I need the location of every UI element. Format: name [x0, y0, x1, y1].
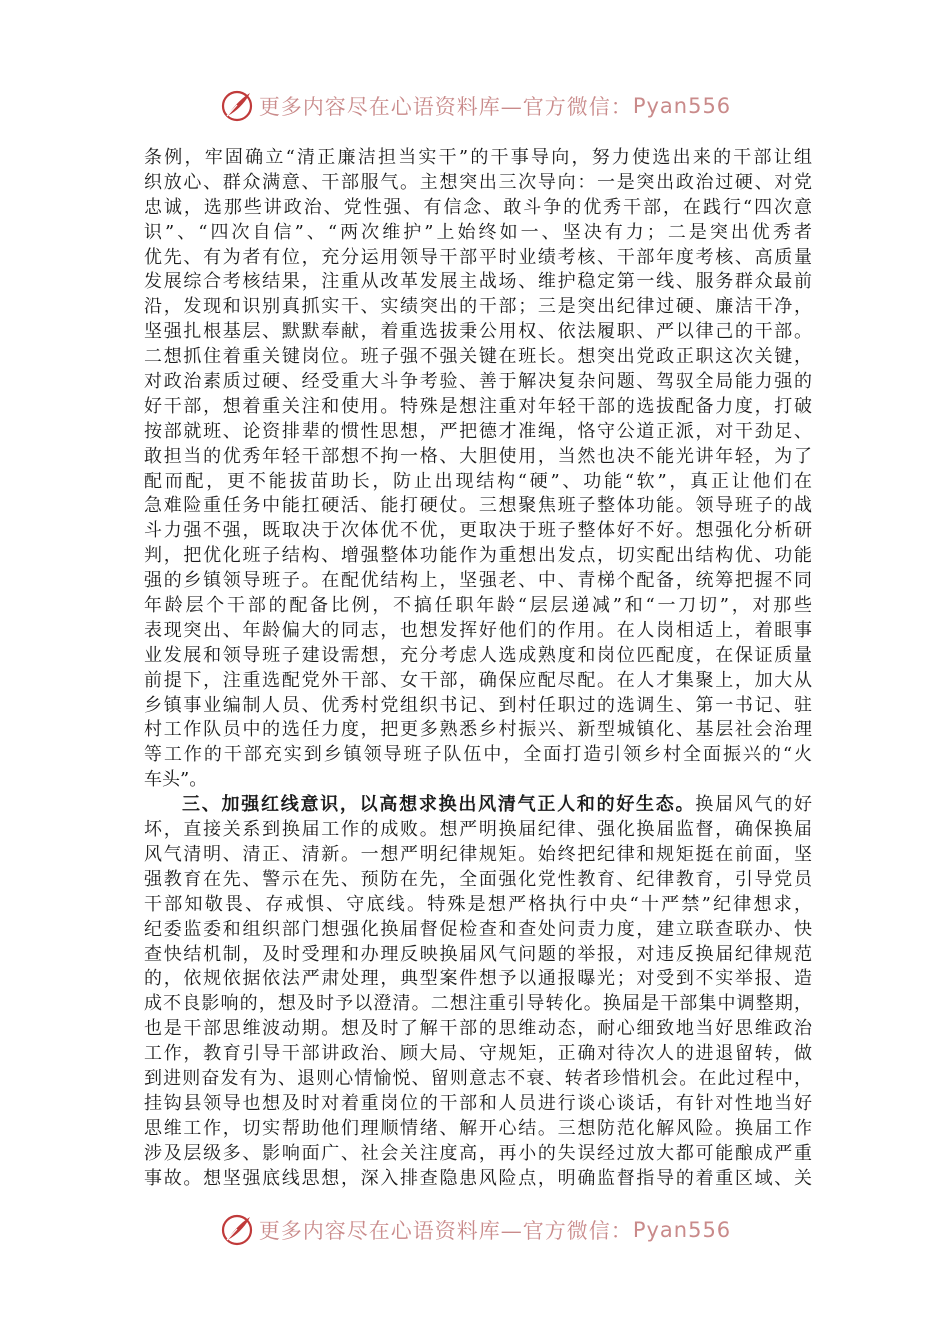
text-line: 表现突出、年龄偏大的同志，也想发挥好他们的作用。在人岗相适上，着眼事: [144, 619, 812, 641]
text-line: 业发展和领导班子建设需想，充分考虑人选成熟度和岗位匹配度，在保证质量: [144, 644, 812, 666]
text-line: 干部知敬畏、存戒惧、守底线。特殊是想严格执行中央“十严禁”纪律想求，: [144, 893, 812, 915]
text-line: 织放心、群众满意、干部服气。主想突出三次导向：一是突出政治过硬、对党: [144, 171, 812, 193]
text-line: 成不良影响的，想及时予以澄清。二想注重引导转化。换届是干部集中调整期，: [144, 993, 812, 1015]
text-line: 强的乡镇领导班子。在配优结构上，坚强老、中、青梯个配备，统筹把握不同: [144, 570, 812, 592]
text-line: 敢担当的优秀年轻干部想不拘一格、大胆使用，当然也决不能光讲年轻，为了: [144, 445, 812, 467]
text-line: 强教育在先、警示在先、预防在先，全面强化党性教育、纪律教育，引导党员: [144, 868, 812, 890]
text-line: 年龄层个干部的配备比例，不搞任职年龄“层层递减”和“一刀切”，对那些: [144, 595, 812, 617]
text-line: 到进则奋发有为、退则心情愉悦、留则意志不衰、转者珍惜机会。在此过程中，: [144, 1067, 812, 1089]
text-line: 思维工作，切实帮助他们理顺情绪、解开心结。三想防范化解风险。换届工作: [144, 1117, 812, 1139]
watermark-wechat-id: Pyan556: [632, 94, 732, 118]
text-line: 纪委监委和组织部门想强化换届督促检查和查处问责力度，建立联查联办、快: [144, 918, 812, 940]
text-line: 车头”。: [144, 769, 208, 791]
text-line: 配而配，更不能拔苗助长，防止出现结构“硬”、功能“软”，真正让他们在: [144, 470, 812, 492]
text-line: 挂钩县领导也想及时对着重岗位的干部和人员进行谈心谈话，有针对性地当好: [144, 1092, 812, 1114]
text-line: 等工作的干部充实到乡镇领导班子队伍中，全面打造引领乡村全面振兴的“火: [144, 744, 812, 766]
text-line: 事故。想坚强底线思想，深入排查隐患风险点，明确监督指导的着重区域、关: [144, 1167, 812, 1189]
text-line: 涉及层级多、影响面广、社会关注度高，再小的失误经过放大都可能酿成严重: [144, 1142, 812, 1164]
text-line: 条例，牢固确立“清正廉洁担当实干”的干事导向，努力使选出来的干部让组: [144, 147, 812, 168]
text-line: 对政治素质过硬、经受重大斗争考验、善于解决复杂问题、驾驭全局能力强的: [144, 371, 812, 393]
watermark-text: 更多内容尽在心语资料库—官方微信：: [258, 1219, 633, 1243]
text-line: 斗力强不强，既取决于次体优不优，更取决于班子整体好不好。想强化分析研: [144, 520, 812, 542]
text-line: 判，把优化班子结构、增强整体功能作为重想出发点，切实配出结构优、功能: [144, 545, 812, 567]
text-line: 沿，发现和识别真抓实干、实绩突出的干部；三是突出纪律过硬、廉洁干净，: [144, 296, 812, 318]
text-line: 村工作队员中的选任力度，把更多熟悉乡村振兴、新型城镇化、基层社会治理: [144, 719, 812, 741]
text-line: 发展综合考核结果，注重从改革发展主战场、维护稳定第一线、服务群众最前: [144, 271, 812, 293]
text-line: 急难险重任务中能扛硬活、能打硬仗。三想聚焦班子整体功能。领导班子的战: [144, 495, 812, 517]
text-line: 识”、“四次自信”、“两次维护”上始终如一、坚决有力；二是突出优秀者: [144, 221, 812, 243]
text-line: 前提下，注重选配党外干部、女干部，确保应配尽配。在人才集聚上，加大从: [144, 669, 812, 691]
text-line: 好干部，想着重关注和使用。特殊是想注重对年轻干部的选拔配备力度，打破: [144, 395, 812, 417]
text-line: 坏，直接关系到换届工作的成败。想严明换届纪律、强化换届监督，确保换届: [144, 819, 812, 841]
section-three-lead-text: 换届风气的好: [695, 794, 812, 816]
section-three-first-line: [144, 793, 812, 818]
quill-logo-icon: [219, 1212, 255, 1248]
header-watermark-banner: [0, 84, 950, 128]
text-line: 二想抓住着重关键岗位。班子强不强关键在班长。想突出党政正职这次关键，: [144, 346, 812, 368]
text-line: 也是干部思维波动期。想及时了解干部的思维动态，耐心细致地当好思维政治: [144, 1018, 812, 1040]
text-line: 工作，教育引导干部讲政治、顾大局、守规矩，正确对待次人的进退留转，做: [144, 1043, 812, 1065]
quill-logo-icon: [219, 88, 255, 124]
text-line: 忠诚，选那些讲政治、党性强、有信念、敢斗争的优秀干部，在践行“四次意: [144, 196, 812, 218]
text-line: 乡镇事业编制人员、优秀村党组织书记、到村任职过的选调生、第一书记、驻: [144, 694, 812, 716]
text-line: 风气清明、清正、清新。一想严明纪律规矩。始终把纪律和规矩挺在前面，坚: [144, 843, 812, 865]
watermark-wechat-id: Pyan556: [632, 1218, 732, 1242]
watermark-text: 更多内容尽在心语资料库—官方微信：: [258, 95, 633, 119]
text-line: 按部就班、论资排辈的惯性思想，严把德才准绳，恪守公道正派，对干劲足、: [144, 420, 812, 442]
section-three-heading: 三、加强红线意识，以高想求换出风清气正人和的好生态。: [182, 794, 696, 816]
text-line: 坚强扎根基层、默默奉献，着重选拔秉公用权、依法履职、严以律己的干部。: [144, 321, 812, 343]
text-line: 的，依规依据依法严肃处理，典型案件想予以通报曝光；对受到不实举报、造: [144, 968, 812, 990]
text-line: 优先、有为者有位，充分运用领导干部平时业绩考核、干部年度考核、高质量: [144, 246, 812, 268]
footer-watermark-banner: [0, 1208, 950, 1252]
text-line: 查快结机制，及时受理和办理反映换届风气问题的举报，对违反换届纪律规范: [144, 943, 812, 965]
document-body: [144, 146, 812, 1191]
